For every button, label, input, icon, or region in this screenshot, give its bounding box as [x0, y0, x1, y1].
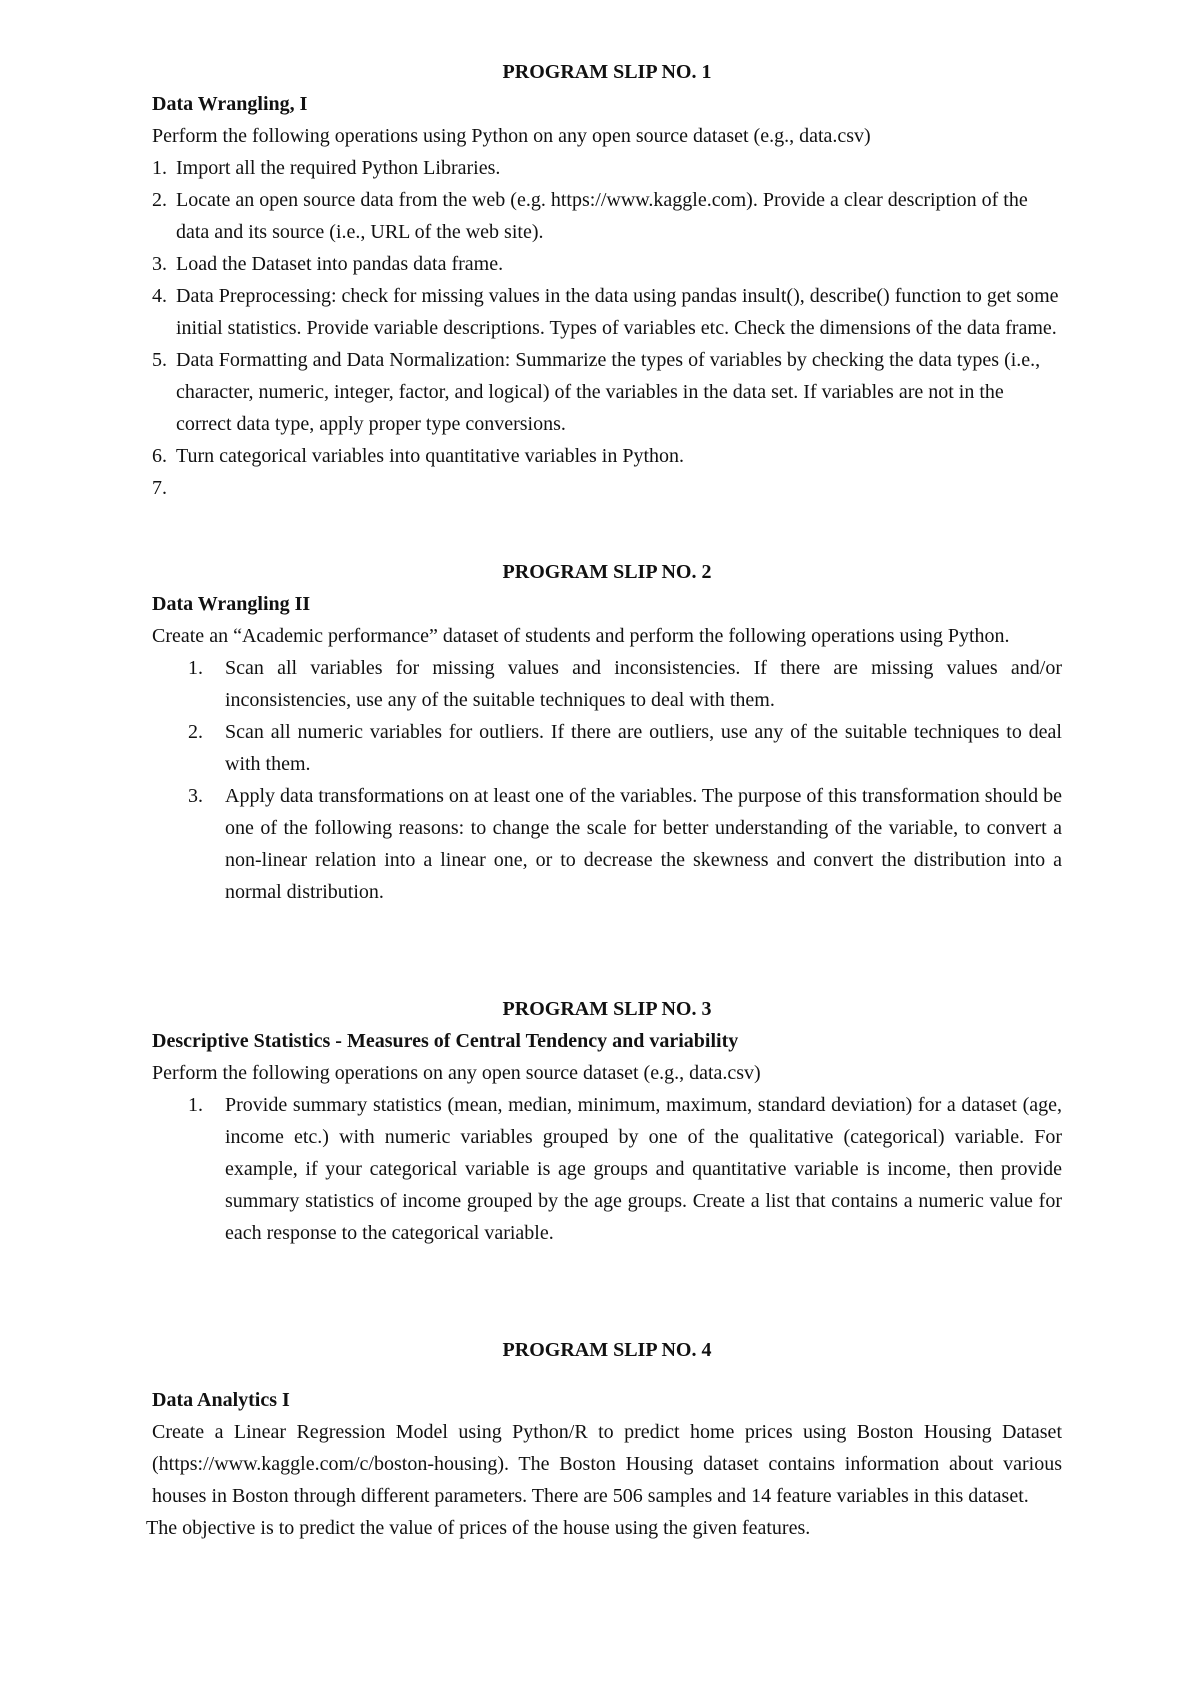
list-item — [152, 184, 1062, 248]
slip-4-objective: The objective is to predict the value of prices of the house using the given features. — [146, 1517, 811, 1539]
list-item — [152, 248, 1062, 280]
spacer — [152, 1366, 1062, 1384]
slip-1-title: PROGRAM SLIP NO. 1 — [502, 61, 712, 83]
item-number: 2. — [152, 189, 167, 211]
item-text: Data Formatting and Data Normalization: Summarize the types of variables by checking the data types (i.e., character, numeric, integer, factor, and logical) of the variables in the data set. If variables are not in the correct data type, apply proper type conversions. — [176, 349, 1041, 435]
item-text: Apply data transformations on at least one of the variables. The purpose of this transformation should be one of the following reasons: to change the scale for better understanding of the variable, to convert a non-linear relation into a linear one, or to decrease the skewness and convert the distribution into a normal distribution. — [225, 785, 1062, 903]
item-number: 3. — [152, 253, 167, 275]
list-item — [152, 440, 1062, 472]
list-item — [152, 780, 1062, 908]
item-text: Scan all variables for missing values and inconsistencies. If there are missing values and/or inconsistencies, use any of the suitable techniques to deal with them. — [225, 657, 1062, 711]
item-number: 2. — [188, 721, 203, 743]
list-item — [152, 472, 1062, 504]
item-number: 1. — [188, 657, 203, 679]
list-item — [152, 280, 1062, 344]
slip-2-task-list — [152, 652, 1062, 908]
slip-2-subtitle: Data Wrangling II — [152, 593, 311, 615]
slip-3-task-list — [152, 1089, 1062, 1249]
slip-3-intro: Perform the following operations on any open source dataset (e.g., data.csv) — [152, 1062, 761, 1084]
item-number: 3. — [188, 785, 203, 807]
item-text: Turn categorical variables into quantitative variables in Python. — [176, 445, 685, 467]
item-text: Locate an open source data from the web (e.g. https://www.kaggle.com). Provide a clear description of the data and its source (i.e., URL of the web site). — [176, 189, 1028, 243]
item-text: Load the Dataset into pandas data frame. — [176, 253, 504, 275]
item-number: 1. — [152, 157, 167, 179]
slip-1-task-list — [152, 152, 1062, 504]
program-slip-4 — [146, 1334, 1062, 1544]
item-number: 7. — [152, 477, 167, 499]
program-slip-2 — [152, 556, 1062, 908]
item-number: 1. — [188, 1094, 203, 1116]
list-item — [152, 1089, 1062, 1249]
item-text: Scan all numeric variables for outliers. If there are outliers, use any of the suitable techniques to deal with them. — [225, 721, 1062, 775]
item-number: 5. — [152, 349, 167, 371]
slip-2-title: PROGRAM SLIP NO. 2 — [502, 561, 712, 583]
slip-2-intro: Create an “Academic performance” dataset of students and perform the following operations using Python. — [152, 625, 1010, 647]
slip-1-intro: Perform the following operations using Python on any open source dataset (e.g., data.csv) — [152, 125, 871, 147]
slip-3-title: PROGRAM SLIP NO. 3 — [502, 998, 712, 1020]
item-text: Provide summary statistics (mean, median, minimum, maximum, standard deviation) for a dataset (age, income etc.) with numeric variables grouped by one of the qualitative (categorical) variable. For example, if your categorical variable is age groups and quantitative variable is income, then provide summary statistics of income grouped by the age groups. Create a list that contains a numeric value for each response to the categorical variable. — [225, 1094, 1062, 1244]
program-slip-3 — [152, 993, 1062, 1249]
slip-1-subtitle: Data Wrangling, I — [152, 93, 308, 115]
slip-4-title: PROGRAM SLIP NO. 4 — [502, 1339, 712, 1361]
list-item — [152, 652, 1062, 716]
slip-4-intro: Create a Linear Regression Model using Python/R to predict home prices using Boston Housing Dataset (https://www.kaggle.com/c/boston-housing). The Boston Housing dataset contains information about various houses in Boston through different parameters. There are 506 samples and 14 feature variables in this dataset. — [152, 1421, 1062, 1507]
item-text: Import all the required Python Libraries. — [176, 157, 501, 179]
item-number: 4. — [152, 285, 167, 307]
list-item — [152, 344, 1062, 440]
program-slip-1 — [152, 56, 1062, 504]
list-item — [152, 152, 1062, 184]
slip-3-subtitle: Descriptive Statistics - Measures of Central Tendency and variability — [152, 1030, 739, 1052]
list-item — [152, 716, 1062, 780]
item-number: 6. — [152, 445, 167, 467]
item-text: Data Preprocessing: check for missing values in the data using pandas insult(), describe() function to get some initial statistics. Provide variable descriptions. Types of variables etc. Check the dimensions of the data frame. — [176, 285, 1059, 339]
slip-4-subtitle: Data Analytics I — [152, 1389, 290, 1411]
